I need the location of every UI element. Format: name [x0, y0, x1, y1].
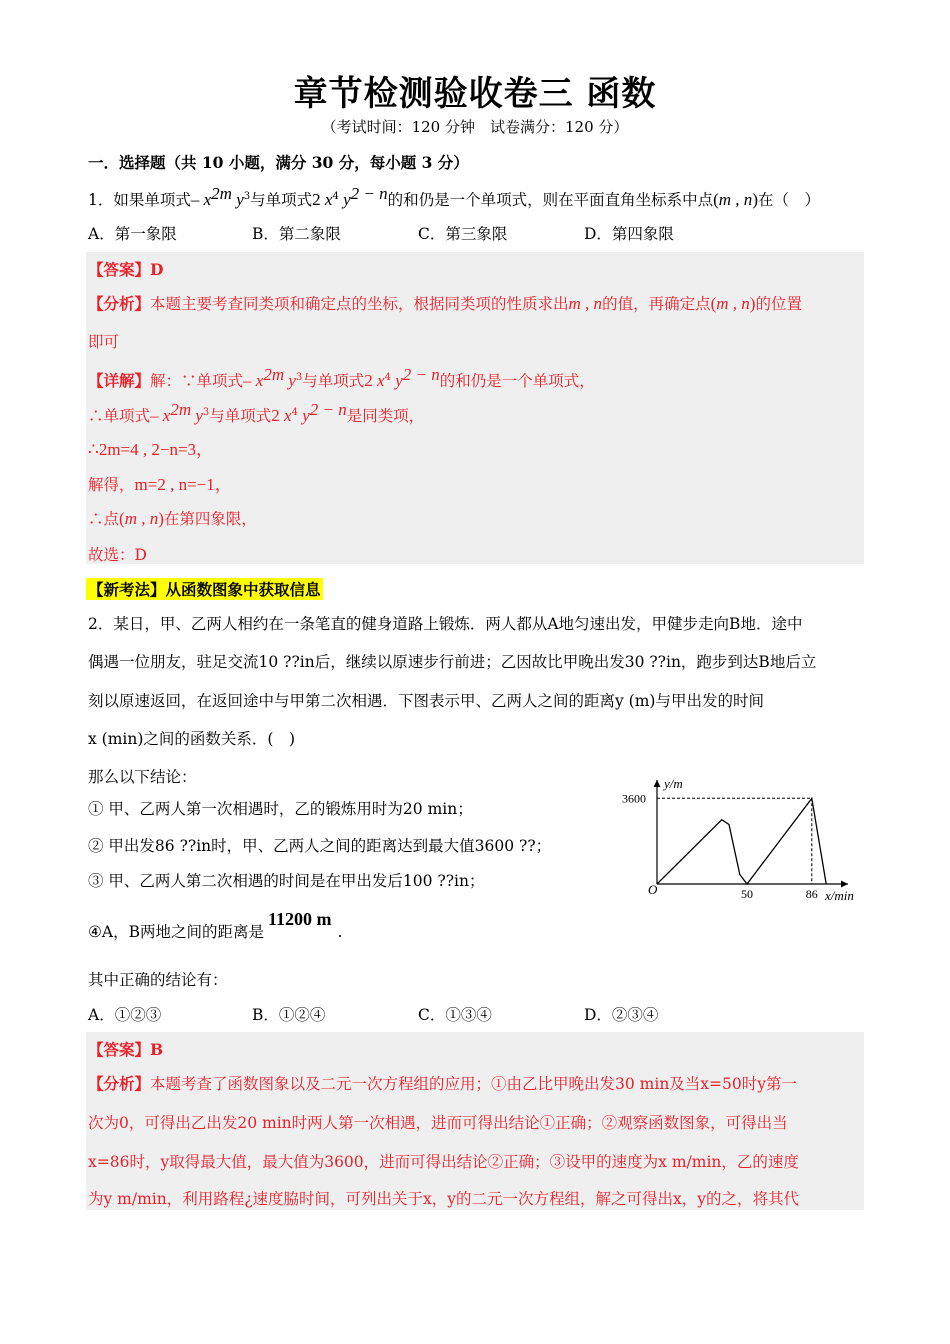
analysis-2-line-3: x=86时，y取得最大值，最大值为3600，进而可得出结论②正确；③设甲的速度为x m/min，乙的速度 [88, 1153, 799, 1171]
option-d[interactable]: D．②③④ [584, 1006, 659, 1024]
detail-1: 【详解】解：∵单项式– $x^{2m}$ $y^3$与单项式2 $x^4$ $y^{2 - n}$的和仍是一个单项式， [88, 365, 595, 391]
option-b[interactable]: B．第二象限 [252, 225, 341, 243]
origin-label: O [648, 882, 658, 897]
analysis-1-cont: 即可 [88, 333, 120, 351]
section-heading: 一．选择题（共 10 小题，满分 30 分，每小题 3 分） [88, 153, 469, 172]
conclusions-intro: 那么以下结论： [88, 768, 197, 786]
option-d[interactable]: D．第四象限 [584, 225, 674, 243]
analysis-2-line-2: 次为0，可得出乙出发20 min时两人第一次相遇，进而可得出结论①正确；②观察函数图象，可得出当 [88, 1114, 788, 1132]
x-tick-label: 86 [805, 887, 818, 901]
conclusion-4: ④A，B两地之间的距离是11200 m. [88, 909, 343, 941]
distance-series [657, 798, 826, 884]
step-4: 解得，m=2 , n=−1， [88, 475, 232, 494]
option-a[interactable]: A．第一象限 [88, 225, 177, 243]
conclusion-1: ① 甲、乙两人第一次相遇时，乙的锻炼用时为20 min； [88, 800, 473, 818]
option-a[interactable]: A．①②③ [88, 1006, 162, 1024]
question-2-line-2: 偶遇一位朋友，驻足交流10 ??in后，继续以原速步行前进；乙因故比甲晚出发30 ??in，跑步到达B地后立 [88, 653, 817, 671]
x-axis-label: x/min [825, 888, 854, 903]
exam-info: （考试时间：120 分钟 试卷满分：120 分） [321, 118, 629, 136]
step-5: ∴点(m , n)在第四象限， [88, 509, 257, 528]
page-title: 章节检测验收卷三 函数 [293, 74, 657, 114]
step-6: 故选：D [88, 546, 147, 564]
distance-time-chart [620, 772, 870, 904]
option-c[interactable]: C．①③④ [418, 1006, 492, 1024]
option-c[interactable]: C．第三象限 [418, 225, 508, 243]
step-3: ∴2m=4 , 2−n=3， [88, 440, 214, 459]
answer-1: 【答案】D [88, 260, 164, 279]
new-method-label: 【新考法】从函数图象中获取信息 [88, 580, 321, 599]
question-2-line-3: 刻以原速返回，在返回途中与甲第二次相遇．下图表示甲、乙两人之间的距离y (m)与甲出发的时间 [88, 692, 764, 710]
analysis-1: 【分析】本题主要考查同类项和确定点的坐标，根据同类项的性质求出m , n的值，再确定点(m , n)的位置 [88, 294, 802, 313]
answer-2: 【答案】B [88, 1040, 164, 1059]
conclusion-2: ② 甲出发86 ??in时，甲、乙两人之间的距离达到最大值3600 ??； [88, 837, 552, 855]
correct-intro: 其中正确的结论有： [88, 971, 228, 989]
question-2-line-1: 2．某日，甲、乙两人相约在一条笔直的健身道路上锻炼．两人都从A地匀速出发，甲健步走向B地．途中 [88, 615, 803, 633]
conclusion-3: ③ 甲、乙两人第二次相遇的时间是在甲出发后100 ??in； [88, 872, 485, 890]
y-axis-label: y/m [664, 776, 683, 791]
y-tick-label: 3600 [622, 791, 646, 806]
analysis-2-line-4: 为y m/min，利用路程¿速度脇时间，可列出关于x，y的二元一次方程组，解之可得出x，y的之，将其代 [88, 1190, 800, 1208]
x-tick-label: 50 [741, 887, 753, 901]
step-2: ∴单项式– $x^{2m}$ $y^3$与单项式2 $x^4$ $y^{2 - n}$是同类项， [88, 400, 425, 426]
analysis-2-line-1: 【分析】本题考查了函数图象以及二元一次方程组的应用；①由乙比甲晚出发30 min及当x=50时y第一 [88, 1074, 798, 1093]
question-1-stem: 1．如果单项式– $x^{2m}$ $y^3$与单项式2 $x^4$ $y^{2 - n}$的和仍是一个单项式，则在平面直角坐标系中点(m , n)在（ ） [88, 184, 820, 210]
option-b[interactable]: B．①②④ [252, 1006, 326, 1024]
question-2-line-4: x (min)之间的函数关系．( ) [88, 730, 295, 748]
